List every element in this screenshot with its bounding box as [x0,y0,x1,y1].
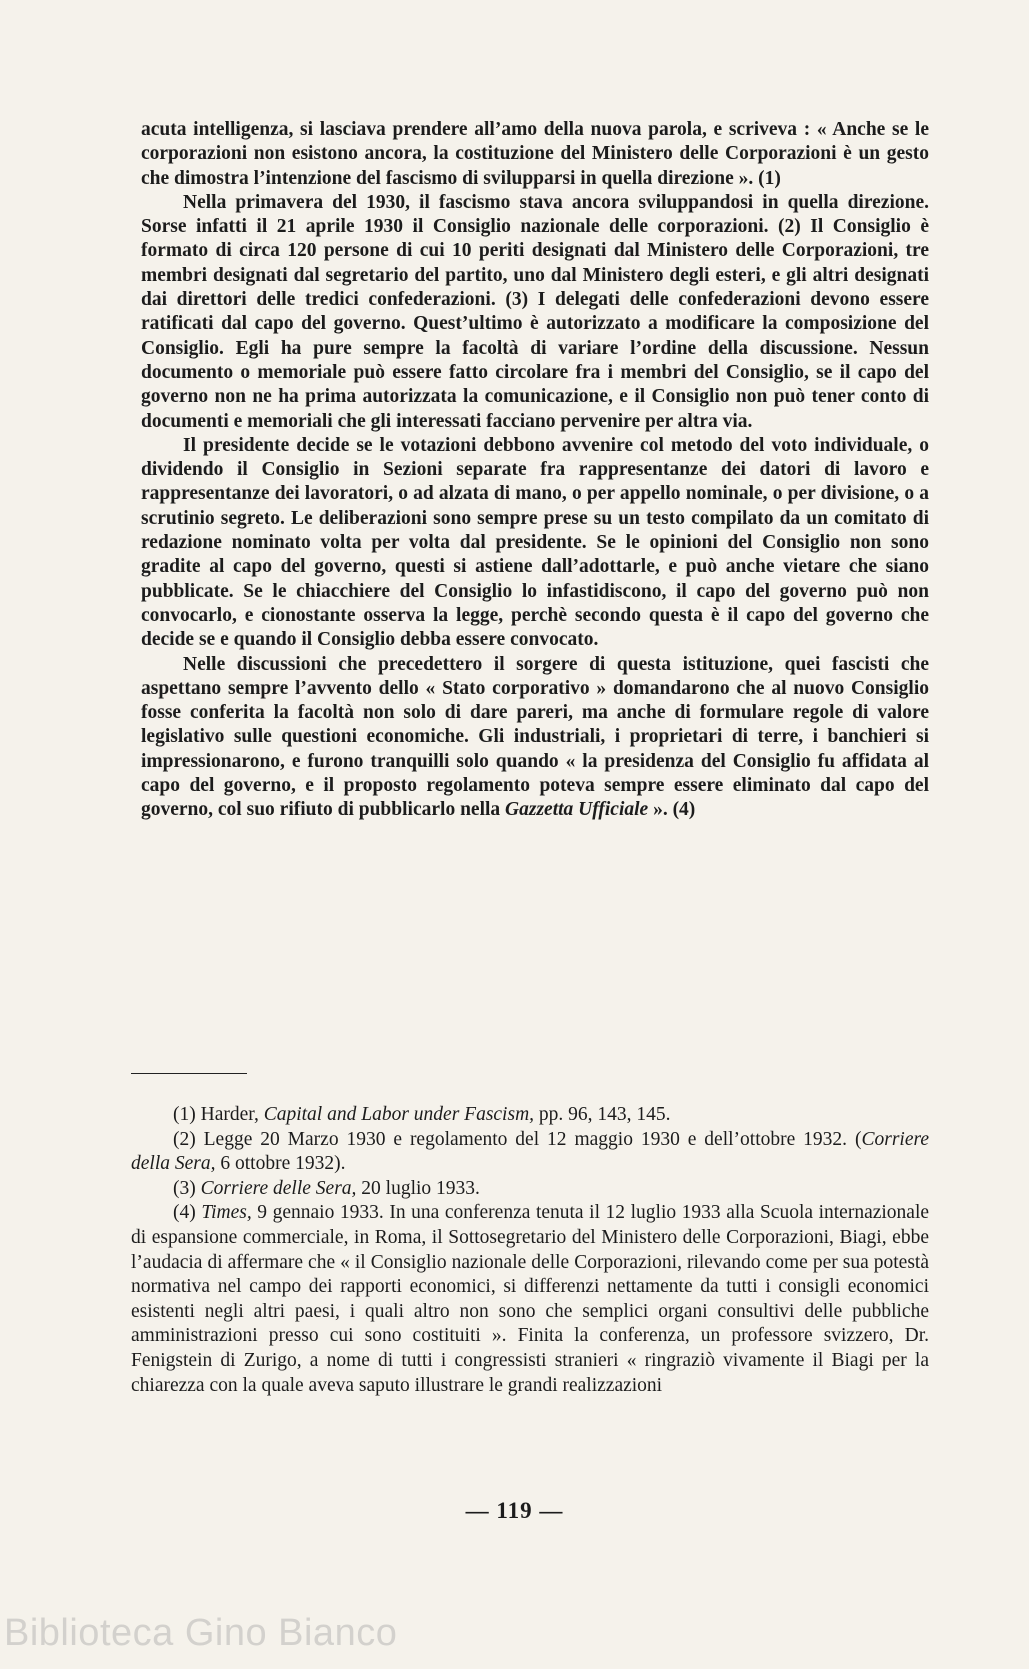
footnote-2: (2) Legge 20 Marzo 1930 e regolamento del 12 maggio 1930 e dell’ottobre 1932. (Corriere della Sera, 6 ottobre 1932). [131,1128,929,1175]
footnote-4: (4) Times, 9 gennaio 1933. In una conferenza tenuta il 12 luglio 1933 alla Scuola internazionale di espansione commerciale, in Roma, il Sottosegretario del Ministero delle Corporazioni, Biagi, ebbe l’audacia di affermare che « il Consiglio nazionale delle Corporazioni, rilevando come per sua potestà normativa nel campo dei rapporti economici, si differenzi nettamente da tutti i consigli economici esistenti negli altri paesi, i quali altro non sono che semplici organi consultivi delle pubbliche amministrazioni presso cui sono costituiti ». Finita la conferenza, un professore svizzero, Dr. Fenigstein di Zurigo, a nome di tutti i congressisti stranieri « ringraziò vivamente il Biagi per la chiarezza con la quale aveva saputo illustrare le grandi realizzazioni [131,1202,930,1396]
paragraph-text: ». (4) [653,799,696,821]
paragraph [141,653,929,823]
footnote-divider [131,1073,247,1074]
paragraph [141,434,929,653]
page-number: — 119 — [465,1498,564,1523]
italic-title: Gazzetta Ufficiale [505,799,649,821]
footnote-1: (1) Harder, Capital and Labor under Fascism, pp. 96, 143, 145. [173,1104,671,1125]
paragraph-text: acuta intelligenza, si lasciava prendere all’amo della nuova parola, e scriveva : « Anche se le corporazioni non esistono ancora, la costituzione del Ministero delle Corporazioni è un gesto che dimostra l’intenzione del fascismo di svilupparsi in quella direzione ». (1) [141,119,929,189]
paragraph-text: Nelle discussioni che precedettero il sorgere di questa istituzione, quei fascisti che aspettano sempre l’avvento dello « Stato corporativo » domandarono che al nuovo Consiglio fosse conferita la facoltà non solo di dare pareri, ma anche di formulare regole di valore legislativo sulle questioni economiche. Gli industriali, i proprietari di terre, i banchieri si impressionarono, e furono tranquilli solo quando « la presidenza del Consiglio fu affidata al capo del governo, e il proposto regolamento poteva sempre essere eliminato dal capo del governo, col suo rifiuto di pubblicarlo nella [141,653,929,821]
body-text [141,118,929,823]
footnote-3: (3) Corriere delle Sera, 20 luglio 1933. [173,1177,480,1199]
paragraph-text: Nella primavera del 1930, il fascismo stava ancora sviluppandosi in quella direzione. Sorse infatti il 21 aprile 1930 il Consiglio nazionale delle corporazioni. (2) Il Consiglio è formato di circa 120 persone di cui 10 periti designati dal Ministero delle Corporazioni, tre membri designati dal segretario del partito, uno dal Ministero degli esteri, e gli altri designati dai direttori delle tredici confederazioni. (3) I delegati delle confederazioni devono essere ratificati dal capo del governo. Quest’ultimo è autorizzato a modificare la composizione del Consiglio. Egli ha pure sempre la facoltà di variare l’ordine della discussione. Nessun documento o memoriale può essere fatto circolare fra i membri del Consiglio, se il capo del governo non ne ha prima autorizzata la comunicazione, e il Consiglio non può tener conto di documenti e memoriali che gli interessati facciano pervenire per altra via. [141,191,929,432]
paragraph-continued [141,118,929,191]
paragraph-text: Il presidente decide se le votazioni debbono avvenire col metodo del voto individuale, o dividendo il Consiglio in Sezioni separate fra rappresentanze dei datori di lavoro e rappresentanze dei lavoratori, o ad alzata di mano, o per appello nominale, o per divisione, o a scrutinio segreto. Le deliberazioni sono sempre prese su un testo compilato da un comitato di redazione nominato volta per volta dal presidente. Se le opinioni del Consiglio non sono gradite al capo del governo, questi si astiene dall’adottarle, e può anche vietare che siano pubblicate. Se le chiacchiere del Consiglio lo infastidiscono, il capo del governo può non convocarlo, e cionostante osserva la legge, perchè secondo questa è il capo del governo che decide se e quando il Consiglio debba essere convocato. [141,434,929,651]
paragraph [141,191,929,434]
library-watermark: Biblioteca Gino Bianco [4,1612,398,1654]
footnotes [131,1103,929,1398]
